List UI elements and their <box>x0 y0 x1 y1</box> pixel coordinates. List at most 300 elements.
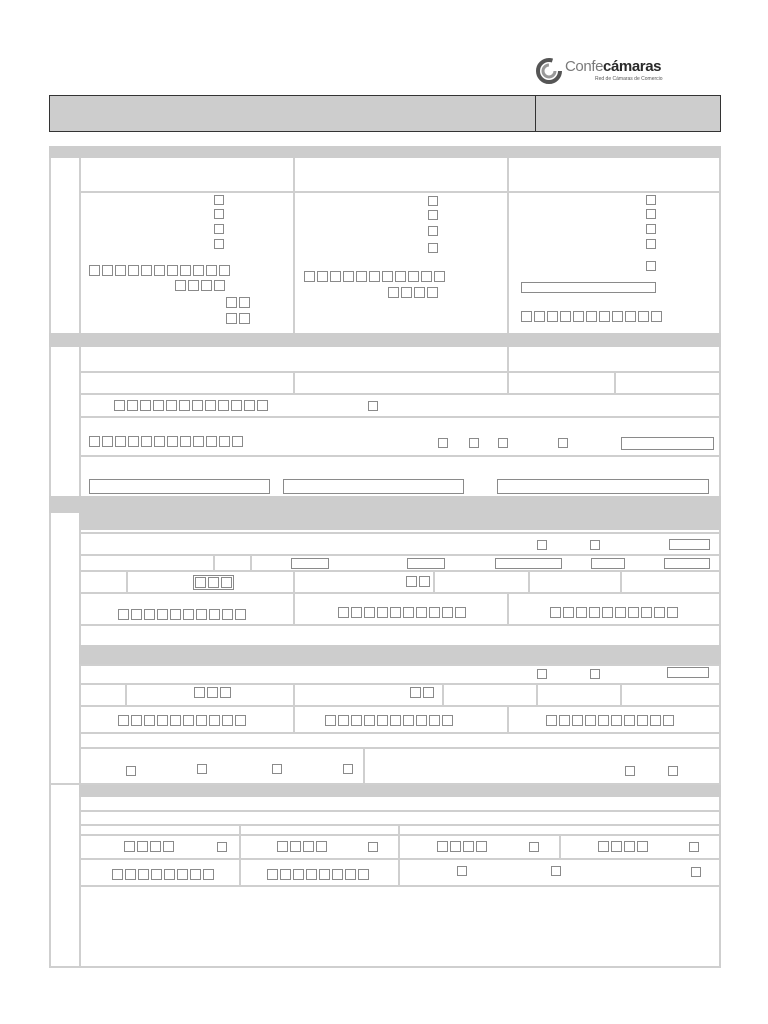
character-box[interactable] <box>267 869 278 880</box>
character-boxes[interactable] <box>226 313 250 324</box>
confecamaras-logo <box>535 56 663 88</box>
checkbox[interactable] <box>590 669 600 679</box>
character-box[interactable] <box>403 607 414 618</box>
character-box[interactable] <box>257 400 268 411</box>
checkbox[interactable] <box>428 243 438 253</box>
checkbox[interactable] <box>214 224 224 234</box>
character-box[interactable] <box>429 607 440 618</box>
character-box[interactable] <box>209 715 220 726</box>
section-2-col-line <box>614 373 616 393</box>
character-box[interactable] <box>332 869 343 880</box>
character-box[interactable] <box>194 687 205 698</box>
character-box[interactable] <box>226 313 237 324</box>
character-box[interactable] <box>220 687 231 698</box>
section-2-col-line <box>293 373 295 393</box>
section-4-row-line <box>79 824 721 826</box>
character-box[interactable] <box>651 311 662 322</box>
character-box[interactable] <box>137 841 148 852</box>
character-box[interactable] <box>463 841 474 852</box>
section-3-col-line <box>620 572 622 592</box>
section-1-col-line-2 <box>507 158 509 333</box>
character-box[interactable] <box>624 841 635 852</box>
character-box[interactable] <box>628 607 639 618</box>
character-box[interactable] <box>154 436 165 447</box>
character-box[interactable] <box>144 715 155 726</box>
section-4-row-line <box>79 810 721 812</box>
checkbox[interactable] <box>625 766 635 776</box>
character-box[interactable] <box>170 609 181 620</box>
section-2-col-line <box>507 347 509 371</box>
character-box[interactable] <box>364 607 375 618</box>
text-field[interactable] <box>669 539 710 550</box>
character-box[interactable] <box>442 607 453 618</box>
checkbox[interactable] <box>272 764 282 774</box>
character-box[interactable] <box>416 715 427 726</box>
character-boxes[interactable] <box>521 311 662 322</box>
text-field[interactable] <box>521 282 656 293</box>
character-box[interactable] <box>157 715 168 726</box>
character-box[interactable] <box>188 280 199 291</box>
section-4-header-bar <box>79 785 721 797</box>
text-field[interactable] <box>495 558 562 569</box>
character-boxes[interactable] <box>338 607 466 618</box>
character-box[interactable] <box>358 869 369 880</box>
character-box[interactable] <box>406 576 417 587</box>
section-3-col-line <box>126 572 128 592</box>
character-box[interactable] <box>382 271 393 282</box>
checkbox[interactable] <box>529 842 539 852</box>
character-box[interactable] <box>388 287 399 298</box>
character-box[interactable] <box>534 311 545 322</box>
checkbox[interactable] <box>428 210 438 220</box>
character-boxes[interactable] <box>304 271 445 282</box>
confecamaras-logo-icon <box>535 56 563 86</box>
character-box[interactable] <box>330 271 341 282</box>
character-box[interactable] <box>222 609 233 620</box>
character-box[interactable] <box>637 715 648 726</box>
character-box[interactable] <box>102 436 113 447</box>
text-field[interactable] <box>291 558 329 569</box>
character-box[interactable] <box>419 576 430 587</box>
character-box[interactable] <box>125 869 136 880</box>
character-box[interactable] <box>180 436 191 447</box>
checkbox[interactable] <box>646 261 656 271</box>
section-3-row-line <box>79 592 721 594</box>
checkbox[interactable] <box>646 239 656 249</box>
character-box[interactable] <box>89 265 100 276</box>
character-box[interactable] <box>364 715 375 726</box>
character-box[interactable] <box>589 607 600 618</box>
text-field[interactable] <box>497 479 709 494</box>
character-box[interactable] <box>654 607 665 618</box>
character-box[interactable] <box>226 297 237 308</box>
checkbox[interactable] <box>428 226 438 236</box>
character-box[interactable] <box>206 436 217 447</box>
character-box[interactable] <box>317 271 328 282</box>
section-3-row-line <box>79 532 721 534</box>
section-1-row-line <box>79 191 721 193</box>
character-box[interactable] <box>667 607 678 618</box>
character-box[interactable] <box>401 287 412 298</box>
section-3-row-line <box>79 705 721 707</box>
character-box[interactable] <box>164 869 175 880</box>
character-box[interactable] <box>624 715 635 726</box>
character-box[interactable] <box>196 715 207 726</box>
logo-brand-bold: cámaras <box>603 58 662 75</box>
character-box[interactable] <box>153 400 164 411</box>
checkbox[interactable] <box>126 766 136 776</box>
section-3-row-line <box>79 664 721 666</box>
checkbox[interactable] <box>214 239 224 249</box>
character-box[interactable] <box>222 715 233 726</box>
character-box[interactable] <box>157 609 168 620</box>
section-3-col-line <box>507 707 509 732</box>
character-box[interactable] <box>131 609 142 620</box>
character-box[interactable] <box>175 280 186 291</box>
checkbox[interactable] <box>197 764 207 774</box>
character-boxes[interactable] <box>226 297 250 308</box>
character-box[interactable] <box>183 715 194 726</box>
character-box[interactable] <box>455 607 466 618</box>
character-box[interactable] <box>521 311 532 322</box>
character-boxes[interactable] <box>175 280 225 291</box>
character-box[interactable] <box>167 265 178 276</box>
character-box[interactable] <box>560 311 571 322</box>
character-box[interactable] <box>118 609 129 620</box>
character-box[interactable] <box>235 609 246 620</box>
section-3-col-line <box>507 594 509 624</box>
character-box[interactable] <box>351 715 362 726</box>
character-box[interactable] <box>416 607 427 618</box>
character-box[interactable] <box>395 271 406 282</box>
character-box[interactable] <box>190 869 201 880</box>
character-box[interactable] <box>277 841 288 852</box>
character-boxes[interactable] <box>194 687 231 698</box>
character-box[interactable] <box>201 280 212 291</box>
character-box[interactable] <box>179 400 190 411</box>
character-box[interactable] <box>437 841 448 852</box>
character-boxes[interactable] <box>388 287 438 298</box>
section-2-row-line <box>79 416 721 418</box>
section-4-col-line <box>559 836 561 858</box>
form-title-divider <box>535 96 536 131</box>
section-3-second-block-bar <box>79 645 721 664</box>
character-box[interactable] <box>585 715 596 726</box>
character-boxes[interactable] <box>546 715 674 726</box>
section-3-col-line <box>536 685 538 705</box>
checkbox[interactable] <box>438 438 448 448</box>
section-3-col-line <box>620 685 622 705</box>
character-box[interactable] <box>602 607 613 618</box>
checkbox[interactable] <box>537 669 547 679</box>
character-box[interactable] <box>154 265 165 276</box>
character-box[interactable] <box>131 715 142 726</box>
character-boxes[interactable] <box>118 609 246 620</box>
character-box[interactable] <box>170 715 181 726</box>
character-box[interactable] <box>167 436 178 447</box>
section-3-row-line <box>79 747 721 749</box>
character-box[interactable] <box>442 715 453 726</box>
text-field[interactable] <box>667 667 709 678</box>
character-box[interactable] <box>231 400 242 411</box>
character-box[interactable] <box>377 607 388 618</box>
text-field[interactable] <box>407 558 445 569</box>
character-box[interactable] <box>141 436 152 447</box>
character-box[interactable] <box>345 869 356 880</box>
character-box[interactable] <box>208 577 219 588</box>
character-box[interactable] <box>615 607 626 618</box>
character-box[interactable] <box>207 687 218 698</box>
section-3-col-line <box>528 572 530 592</box>
character-box[interactable] <box>356 271 367 282</box>
character-boxes[interactable] <box>89 436 243 447</box>
character-box[interactable] <box>343 271 354 282</box>
logo-tagline: Red de Cámaras de Comercio <box>595 76 663 82</box>
character-box[interactable] <box>138 869 149 880</box>
character-box[interactable] <box>637 841 648 852</box>
character-box[interactable] <box>127 400 138 411</box>
checkbox[interactable] <box>214 195 224 205</box>
section-3-col-line <box>433 572 435 592</box>
section-3-col-line <box>293 572 295 624</box>
checkbox[interactable] <box>214 209 224 219</box>
text-field[interactable] <box>664 558 710 569</box>
character-box[interactable] <box>338 607 349 618</box>
section-4-row-line <box>79 858 721 860</box>
character-box[interactable] <box>650 715 661 726</box>
character-box[interactable] <box>128 265 139 276</box>
character-box[interactable] <box>325 715 336 726</box>
section-3-row-line <box>79 732 721 734</box>
checkbox[interactable] <box>691 867 701 877</box>
checkbox[interactable] <box>590 540 600 550</box>
character-boxes[interactable] <box>193 575 234 590</box>
character-boxes[interactable] <box>89 265 230 276</box>
section-3-row-line <box>79 624 721 626</box>
character-box[interactable] <box>410 687 421 698</box>
section-3-col-line <box>213 556 215 570</box>
character-box[interactable] <box>612 311 623 322</box>
character-box[interactable] <box>316 841 327 852</box>
character-box[interactable] <box>290 841 301 852</box>
character-box[interactable] <box>244 400 255 411</box>
character-box[interactable] <box>193 436 204 447</box>
character-box[interactable] <box>205 400 216 411</box>
character-box[interactable] <box>218 400 229 411</box>
character-box[interactable] <box>140 400 151 411</box>
form-title-box <box>49 95 721 132</box>
checkbox[interactable] <box>428 196 438 206</box>
checkbox[interactable] <box>689 842 699 852</box>
character-box[interactable] <box>89 436 100 447</box>
checkbox[interactable] <box>646 195 656 205</box>
section-3-col-line <box>293 685 295 732</box>
character-box[interactable] <box>183 609 194 620</box>
character-box[interactable] <box>118 715 129 726</box>
character-box[interactable] <box>195 577 206 588</box>
character-box[interactable] <box>303 841 314 852</box>
checkbox[interactable] <box>646 209 656 219</box>
character-boxes[interactable] <box>267 869 369 880</box>
character-box[interactable] <box>476 841 487 852</box>
character-box[interactable] <box>304 271 315 282</box>
character-boxes[interactable] <box>114 400 268 411</box>
character-box[interactable] <box>547 311 558 322</box>
section-3-col-line <box>363 749 365 784</box>
text-field[interactable] <box>591 558 625 569</box>
character-box[interactable] <box>206 265 217 276</box>
observations-area[interactable] <box>81 887 719 966</box>
character-box[interactable] <box>151 869 162 880</box>
character-box[interactable] <box>141 265 152 276</box>
section-2-row-line <box>79 393 721 395</box>
character-box[interactable] <box>377 715 388 726</box>
text-field[interactable] <box>621 437 714 450</box>
character-box[interactable] <box>421 271 432 282</box>
section-3-col-line <box>250 556 252 570</box>
character-box[interactable] <box>429 715 440 726</box>
section-2-row-line <box>79 371 721 373</box>
character-box[interactable] <box>450 841 461 852</box>
character-box[interactable] <box>611 715 622 726</box>
character-box[interactable] <box>214 280 225 291</box>
character-box[interactable] <box>306 869 317 880</box>
character-box[interactable] <box>192 400 203 411</box>
section-3-row-line <box>79 554 721 556</box>
character-boxes[interactable] <box>406 576 430 587</box>
character-box[interactable] <box>280 869 291 880</box>
character-box[interactable] <box>546 715 557 726</box>
checkbox[interactable] <box>558 438 568 448</box>
character-box[interactable] <box>102 265 113 276</box>
section-2-row-line <box>79 455 721 457</box>
section-3-row-line <box>79 570 721 572</box>
text-field[interactable] <box>283 479 464 494</box>
text-field[interactable] <box>89 479 270 494</box>
character-box[interactable] <box>598 715 609 726</box>
character-box[interactable] <box>663 715 674 726</box>
character-box[interactable] <box>434 271 445 282</box>
character-box[interactable] <box>177 869 188 880</box>
character-box[interactable] <box>586 311 597 322</box>
character-boxes[interactable] <box>325 715 453 726</box>
character-box[interactable] <box>390 607 401 618</box>
character-boxes[interactable] <box>410 687 434 698</box>
character-box[interactable] <box>427 287 438 298</box>
character-box[interactable] <box>599 311 610 322</box>
character-boxes[interactable] <box>118 715 246 726</box>
character-box[interactable] <box>150 841 161 852</box>
character-box[interactable] <box>114 400 125 411</box>
character-box[interactable] <box>390 715 401 726</box>
character-box[interactable] <box>403 715 414 726</box>
character-box[interactable] <box>338 715 349 726</box>
section-2-col-line <box>507 373 509 393</box>
character-box[interactable] <box>239 297 250 308</box>
character-box[interactable] <box>573 311 584 322</box>
character-box[interactable] <box>221 577 232 588</box>
character-box[interactable] <box>209 609 220 620</box>
character-box[interactable] <box>219 436 230 447</box>
section-1-header-bar <box>49 146 721 158</box>
character-box[interactable] <box>193 265 204 276</box>
character-box[interactable] <box>550 607 561 618</box>
checkbox[interactable] <box>368 401 378 411</box>
character-box[interactable] <box>196 609 207 620</box>
checkbox[interactable] <box>217 842 227 852</box>
logo-brand-light: Confe <box>565 58 604 75</box>
section-3-subheader-bar <box>79 513 721 530</box>
checkbox[interactable] <box>646 224 656 234</box>
character-boxes[interactable] <box>550 607 678 618</box>
character-box[interactable] <box>625 311 636 322</box>
character-box[interactable] <box>232 436 243 447</box>
character-box[interactable] <box>219 265 230 276</box>
section-3-header-bar <box>49 496 721 513</box>
character-box[interactable] <box>239 313 250 324</box>
checkbox[interactable] <box>457 866 467 876</box>
logo-wordmark <box>565 58 661 75</box>
section-2-header-bar <box>49 333 721 347</box>
character-box[interactable] <box>319 869 330 880</box>
character-box[interactable] <box>351 607 362 618</box>
character-box[interactable] <box>638 311 649 322</box>
character-box[interactable] <box>166 400 177 411</box>
character-box[interactable] <box>408 271 419 282</box>
character-boxes[interactable] <box>112 869 214 880</box>
character-box[interactable] <box>115 436 126 447</box>
character-box[interactable] <box>572 715 583 726</box>
checkbox[interactable] <box>537 540 547 550</box>
character-boxes[interactable] <box>598 841 648 852</box>
checkbox[interactable] <box>368 842 378 852</box>
section-3-row-line <box>79 683 721 685</box>
character-boxes[interactable] <box>437 841 487 852</box>
character-box[interactable] <box>124 841 135 852</box>
character-box[interactable] <box>423 687 434 698</box>
section-3-col-line <box>125 685 127 705</box>
character-box[interactable] <box>112 869 123 880</box>
checkbox[interactable] <box>551 866 561 876</box>
character-box[interactable] <box>115 265 126 276</box>
character-boxes[interactable] <box>277 841 327 852</box>
character-box[interactable] <box>559 715 570 726</box>
section-3-col-line <box>442 685 444 705</box>
character-box[interactable] <box>203 869 214 880</box>
character-box[interactable] <box>576 607 587 618</box>
character-box[interactable] <box>128 436 139 447</box>
character-box[interactable] <box>563 607 574 618</box>
checkbox[interactable] <box>668 766 678 776</box>
checkbox[interactable] <box>469 438 479 448</box>
character-box[interactable] <box>180 265 191 276</box>
character-box[interactable] <box>369 271 380 282</box>
character-box[interactable] <box>414 287 425 298</box>
character-box[interactable] <box>293 869 304 880</box>
checkbox[interactable] <box>498 438 508 448</box>
character-box[interactable] <box>641 607 652 618</box>
section-4-row-line <box>79 834 721 836</box>
character-box[interactable] <box>235 715 246 726</box>
character-box[interactable] <box>611 841 622 852</box>
left-column-divider <box>79 146 81 968</box>
checkbox[interactable] <box>343 764 353 774</box>
character-boxes[interactable] <box>124 841 174 852</box>
section-1-col-line-1 <box>293 158 295 333</box>
character-box[interactable] <box>163 841 174 852</box>
character-box[interactable] <box>144 609 155 620</box>
character-box[interactable] <box>598 841 609 852</box>
